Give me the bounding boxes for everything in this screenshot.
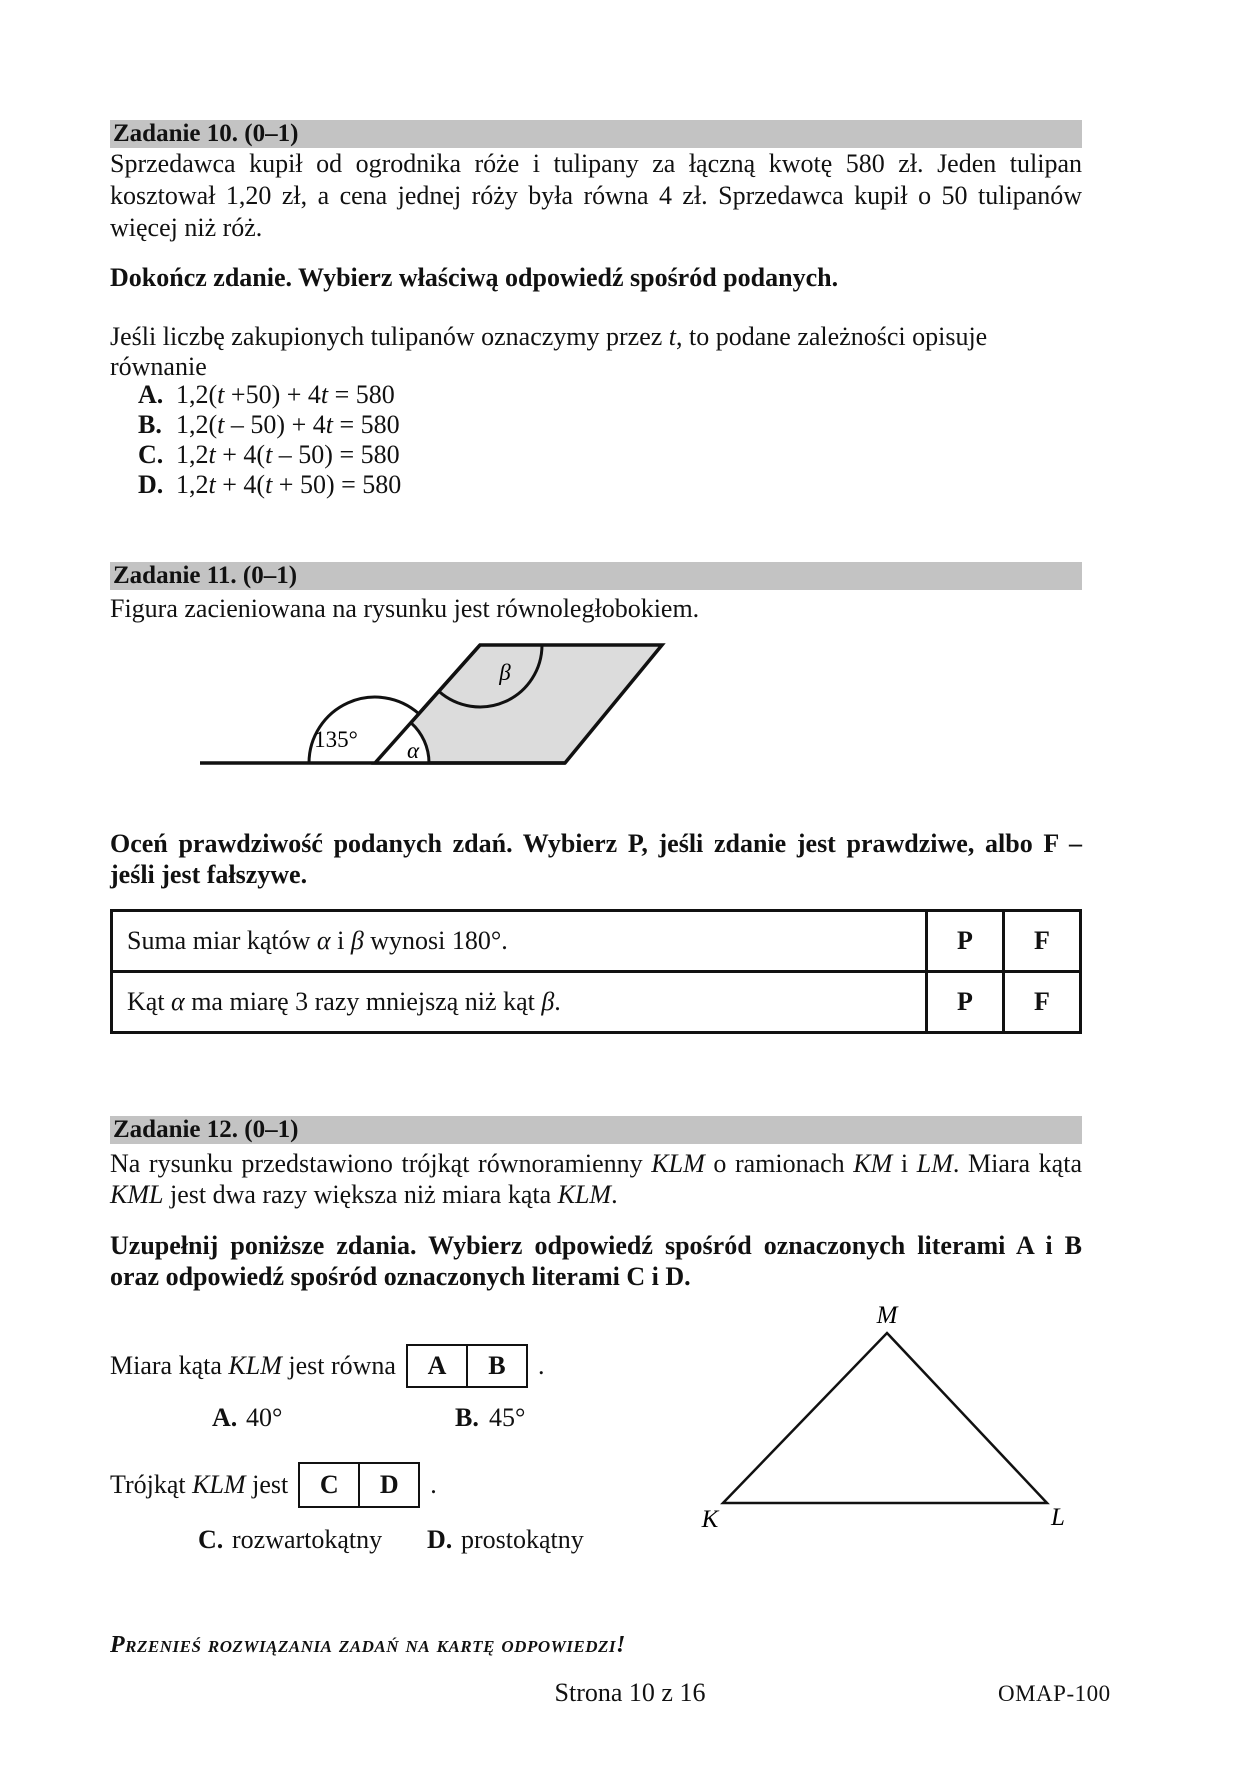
task10-stem: Jeśli liczbę zakupionych tulipanów oznaczymy przez t, to podane zależności opisuje równanie bbox=[110, 322, 988, 381]
option-equation: 1,2t + 4(t – 50) = 580 bbox=[176, 440, 400, 469]
option-letter: C. bbox=[198, 1525, 224, 1554]
beta-label: β bbox=[499, 660, 511, 685]
choice-c-cell[interactable]: C bbox=[319, 1470, 339, 1499]
statement-1-true-cell[interactable]: P bbox=[927, 911, 1004, 972]
exam-code: OMAP-100 bbox=[998, 1681, 1111, 1706]
option-letter: D. bbox=[138, 470, 164, 499]
task11-intro: Figura zacieniowana na rysunku jest równoległobokiem. bbox=[110, 594, 700, 623]
task12-title: Zadanie 12. (0–1) bbox=[113, 1116, 299, 1143]
alpha-label: α bbox=[406, 738, 420, 763]
task12-option-c[interactable] bbox=[198, 1525, 382, 1555]
task10-option-b[interactable] bbox=[138, 410, 401, 440]
option-letter: A. bbox=[138, 380, 164, 409]
statement-1-false-cell[interactable]: F bbox=[1004, 911, 1081, 972]
task11-header-bar bbox=[110, 562, 1082, 590]
option-equation: 1,2(t – 50) + 4t = 580 bbox=[176, 410, 400, 439]
task10-instruction: Dokończ zdanie. Wybierz właściwą odpowiedź spośród podanych. bbox=[110, 263, 839, 292]
vertex-k-label: K bbox=[701, 1506, 719, 1530]
choice-d-cell[interactable]: D bbox=[358, 1464, 418, 1506]
vertex-m-label: M bbox=[876, 1302, 898, 1329]
triangle-figure bbox=[690, 1295, 1090, 1530]
triangle-shape bbox=[723, 1333, 1047, 1503]
task10-title: Zadanie 10. (0–1) bbox=[113, 120, 299, 147]
option-text: prostokątny bbox=[461, 1525, 584, 1554]
sentence-period: . bbox=[537, 1351, 545, 1380]
task10-option-a[interactable] bbox=[138, 380, 401, 410]
statement-2-false-cell[interactable]: F bbox=[1004, 972, 1081, 1033]
task12-intro: Na rysunku przedstawiono trójkąt równoramienny KLM o ramionach KM i LM. Miara kąta KML jest dwa razy większa niż miara kąta KLM. bbox=[110, 1149, 1082, 1209]
task12-option-d[interactable] bbox=[427, 1525, 584, 1555]
task10-options bbox=[138, 380, 401, 500]
parallelogram-figure bbox=[185, 628, 690, 782]
option-letter: B. bbox=[455, 1403, 479, 1432]
table-row bbox=[112, 972, 1081, 1033]
option-letter: D. bbox=[427, 1525, 453, 1554]
option-text: 45° bbox=[489, 1403, 526, 1432]
statement-2-true-cell[interactable]: P bbox=[927, 972, 1004, 1033]
option-letter: B. bbox=[138, 410, 162, 439]
choice-b-cell[interactable]: B bbox=[466, 1346, 526, 1386]
task12-sentence-2 bbox=[110, 1462, 437, 1508]
task12-sentence-1 bbox=[110, 1344, 544, 1388]
statement-2: Kąt α ma miarę 3 razy mniejszą niż kąt β. bbox=[112, 972, 927, 1033]
sentence-1-text: Miara kąta KLM jest równa bbox=[110, 1351, 396, 1380]
option-equation: 1,2(t +50) + 4t = 580 bbox=[176, 380, 395, 409]
choice-a-cell[interactable]: A bbox=[427, 1351, 447, 1380]
choice-box-cd bbox=[298, 1462, 420, 1508]
task10-intro: Sprzedawca kupił od ogrodnika róże i tulipany za łączną kwotę 580 zł. Jeden tulipan kosztował 1,20 zł, a cena jednej róży była równa 4 zł. Sprzedawca kupił o 50 tulipanów więcej niż róż. bbox=[110, 149, 1082, 242]
angle-135-label: 135° bbox=[314, 727, 358, 752]
statement-1: Suma miar kątów α i β wynosi 180°. bbox=[112, 911, 927, 972]
task10-header-bar bbox=[110, 120, 1082, 148]
vertex-l-label: L bbox=[1051, 1504, 1065, 1530]
option-equation: 1,2t + 4(t + 50) = 580 bbox=[176, 470, 402, 499]
true-false-table bbox=[110, 909, 1082, 1034]
sentence-period: . bbox=[430, 1470, 437, 1499]
task12-instruction: Uzupełnij poniższe zdania. Wybierz odpowiedź spośród oznaczonych literami A i B oraz odpowiedź spośród oznaczonych literami C i D. bbox=[110, 1231, 1082, 1291]
choice-box-ab bbox=[406, 1344, 528, 1388]
task12-option-a[interactable] bbox=[212, 1403, 282, 1433]
task11-instruction: Oceń prawdziwość podanych zdań. Wybierz P, jeśli zdanie jest prawdziwe, albo F – jeśli jest fałszywe. bbox=[110, 829, 1082, 889]
task10-option-d[interactable] bbox=[138, 470, 401, 500]
option-letter: A. bbox=[212, 1403, 238, 1432]
page-number: Strona 10 z 16 bbox=[554, 1678, 706, 1707]
table-row bbox=[112, 911, 1081, 972]
sentence-2-text: Trójkąt KLM jest bbox=[110, 1470, 289, 1499]
transfer-answers-note: Przenieś rozwiązania zadań na kartę odpowiedzi! bbox=[110, 1632, 626, 1658]
task12-header-bar bbox=[110, 1116, 1082, 1144]
task11-title: Zadanie 11. (0–1) bbox=[113, 562, 298, 589]
option-letter: C. bbox=[138, 440, 164, 469]
task12-option-b[interactable] bbox=[455, 1403, 525, 1433]
option-text: 40° bbox=[246, 1403, 283, 1432]
option-text: rozwartokątny bbox=[232, 1525, 383, 1554]
task10-option-c[interactable] bbox=[138, 440, 401, 470]
